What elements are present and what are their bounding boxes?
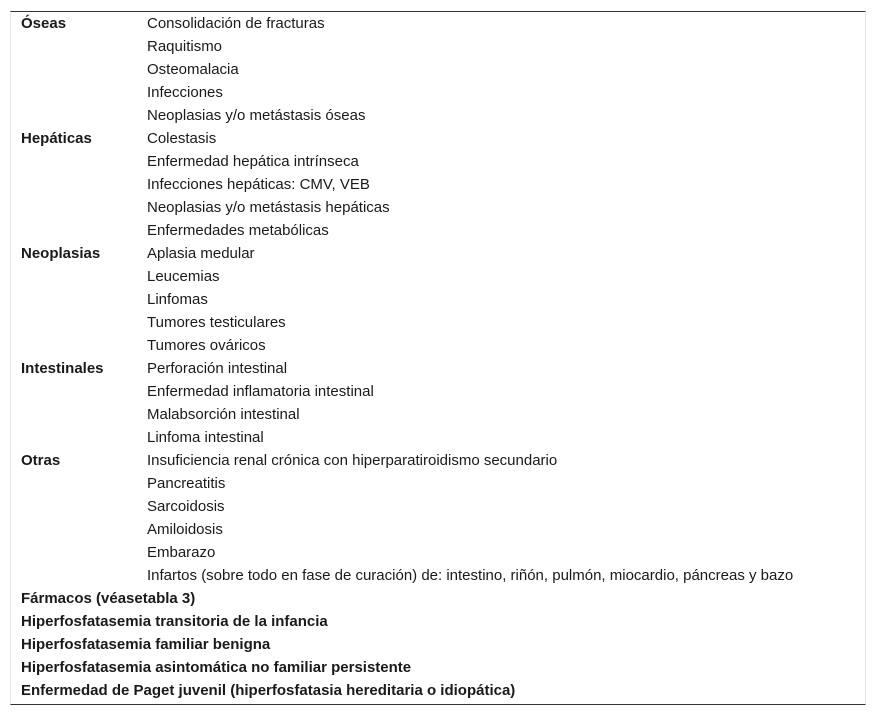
condition-item: Consolidación de fracturas [147, 15, 325, 32]
category-spacer [11, 380, 147, 403]
condition-item: Infecciones [147, 84, 223, 101]
table-row [11, 426, 865, 449]
table-row [11, 311, 865, 334]
table-row [11, 495, 865, 518]
table-row [11, 449, 865, 472]
category-spacer [11, 518, 147, 541]
table-row [11, 633, 865, 656]
category-label: Otras [21, 452, 61, 469]
category-spacer [11, 196, 147, 219]
table-row [11, 518, 865, 541]
category-spacer [11, 472, 147, 495]
table-row [11, 58, 865, 81]
standalone-condition: Hiperfosfatasemia familiar benigna [21, 636, 271, 653]
table-row [11, 380, 865, 403]
condition-item: Enfermedad inflamatoria intestinal [147, 383, 374, 400]
table-row [11, 610, 865, 633]
standalone-condition: Enfermedad de Paget juvenil (hiperfosfatasia hereditaria o idiopática) [21, 682, 516, 699]
table-row [11, 104, 865, 127]
condition-item: Amiloidosis [147, 521, 223, 538]
category-label: Neoplasias [21, 245, 101, 262]
category-label: Intestinales [21, 360, 104, 377]
category-spacer [11, 173, 147, 196]
table-row [11, 288, 865, 311]
condition-item: Osteomalacia [147, 61, 239, 78]
condition-item: Colestasis [147, 130, 217, 147]
category-spacer [11, 403, 147, 426]
table-row [11, 150, 865, 173]
condition-item: Embarazo [147, 544, 216, 561]
condition-item: Enfermedad hepática intrínseca [147, 153, 359, 170]
condition-item: Sarcoidosis [147, 498, 225, 515]
category-spacer [11, 288, 147, 311]
category-spacer [11, 81, 147, 104]
condition-item: Aplasia medular [147, 245, 255, 262]
category-spacer [11, 495, 147, 518]
table-row [11, 242, 865, 265]
standalone-condition: Hiperfosfatasemia asintomática no familiar persistente [21, 659, 412, 676]
category-label: Hepáticas [21, 130, 92, 147]
condition-item: Enfermedades metabólicas [147, 222, 329, 239]
category-spacer [11, 35, 147, 58]
table-row [11, 196, 865, 219]
category-spacer [11, 219, 147, 242]
condition-item: Leucemias [147, 268, 220, 285]
category-label: Óseas [21, 15, 67, 32]
table-row [11, 173, 865, 196]
table-row [11, 587, 865, 610]
table-row [11, 219, 865, 242]
table-row [11, 81, 865, 104]
condition-item: Neoplasias y/o metástasis hepáticas [147, 199, 390, 216]
condition-item: Malabsorción intestinal [147, 406, 300, 423]
standalone-condition: Fármacos (véasetabla 3) [21, 590, 196, 607]
table-row [11, 357, 865, 380]
condition-item: Insuficiencia renal crónica con hiperparatiroidismo secundario [147, 452, 558, 469]
category-spacer [11, 265, 147, 288]
category-spacer [11, 58, 147, 81]
condition-item: Perforación intestinal [147, 360, 288, 377]
table-row [11, 541, 865, 564]
category-spacer [11, 334, 147, 357]
category-spacer [11, 426, 147, 449]
category-spacer [11, 150, 147, 173]
table-row [11, 679, 865, 702]
condition-item: Tumores ováricos [147, 337, 266, 354]
table-row [11, 472, 865, 495]
table-row [11, 12, 865, 35]
table-row [11, 35, 865, 58]
condition-item: Linfomas [147, 291, 208, 308]
condition-item: Pancreatitis [147, 475, 226, 492]
table-row [11, 127, 865, 150]
category-spacer [11, 564, 147, 587]
condition-item: Raquitismo [147, 38, 223, 55]
condition-item: Infartos (sobre todo en fase de curación) de: intestino, riñón, pulmón, miocardio, páncreas y bazo [147, 567, 794, 584]
table-body [11, 12, 865, 702]
causes-table [10, 11, 866, 705]
condition-item: Infecciones hepáticas: CMV, VEB [147, 176, 370, 193]
condition-item: Linfoma intestinal [147, 429, 264, 446]
condition-item: Neoplasias y/o metástasis óseas [147, 107, 366, 124]
standalone-condition: Hiperfosfatasemia transitoria de la infancia [21, 613, 328, 630]
table-row [11, 564, 865, 587]
category-spacer [11, 104, 147, 127]
table-row [11, 656, 865, 679]
table-row [11, 334, 865, 357]
category-spacer [11, 541, 147, 564]
table-row [11, 403, 865, 426]
table-row [11, 265, 865, 288]
condition-item: Tumores testiculares [147, 314, 286, 331]
category-spacer [11, 311, 147, 334]
